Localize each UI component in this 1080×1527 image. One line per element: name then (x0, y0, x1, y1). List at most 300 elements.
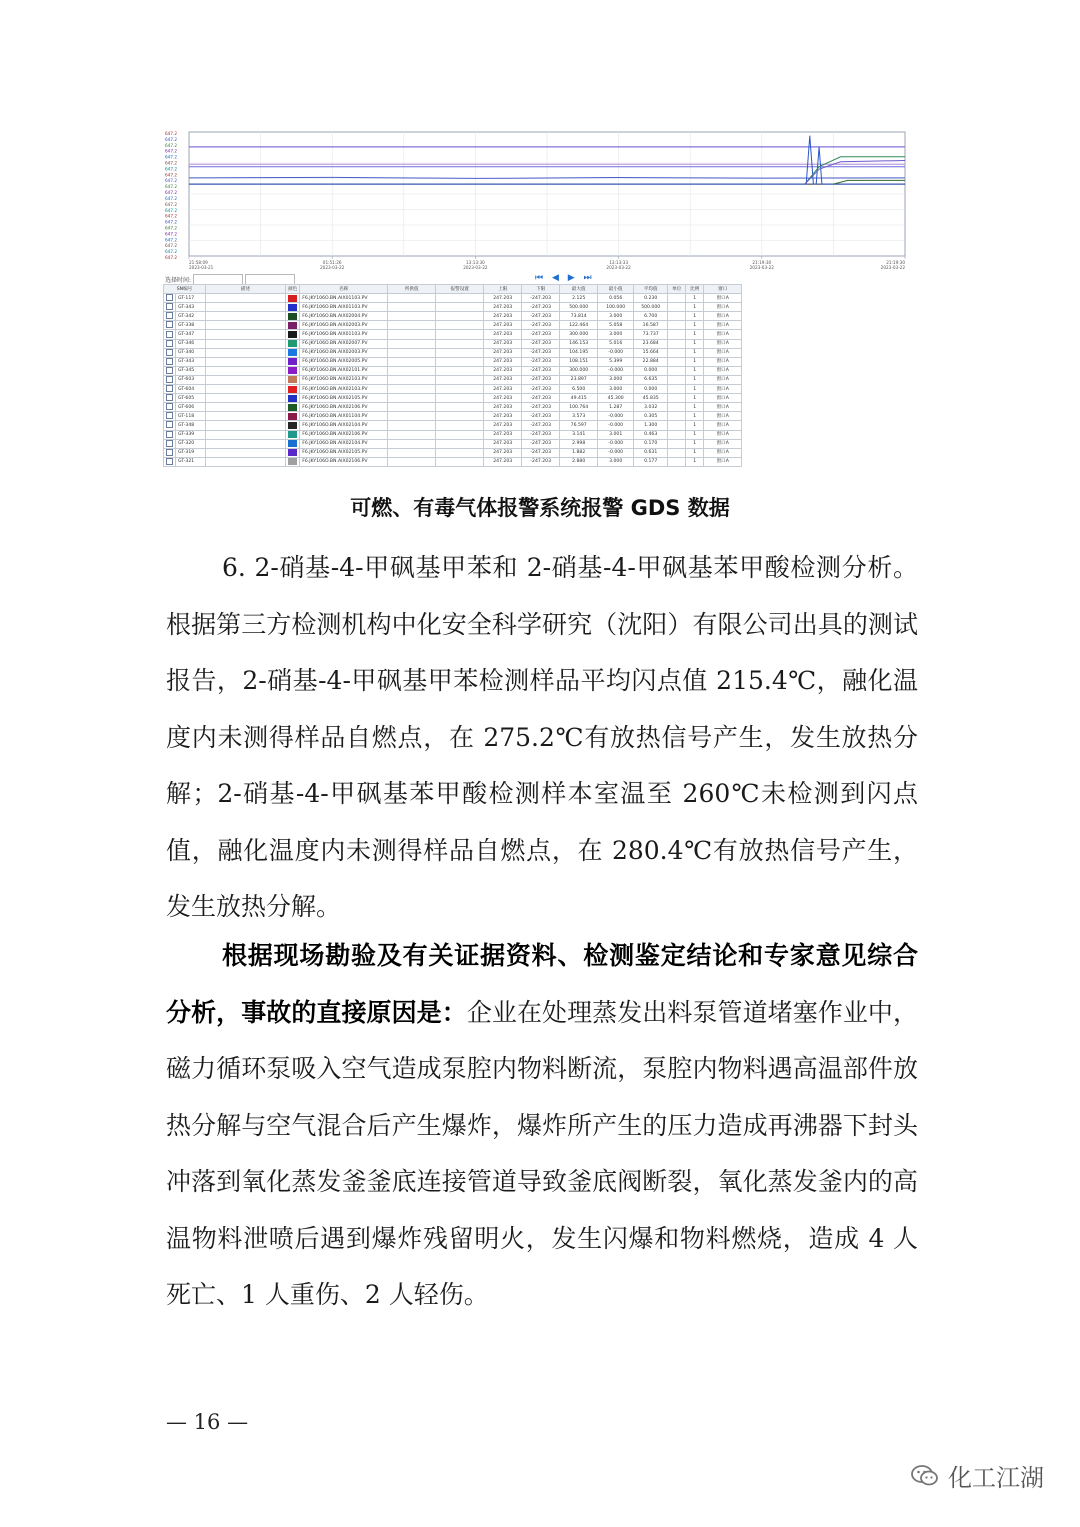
avg-cell: 0.305 (634, 412, 668, 421)
color-swatch-cell (286, 294, 300, 303)
id-cell: GT-605 (176, 394, 206, 403)
row-checkbox[interactable] (166, 358, 173, 365)
win-cell: 窗口A (704, 430, 742, 439)
max-cell: 108.151 (560, 357, 598, 366)
name-cell: F6.JKY106O.BN.AIX02104.PV (300, 421, 388, 430)
val-cell (388, 357, 436, 366)
color-swatch-cell (286, 375, 300, 384)
table-row[interactable] (164, 385, 742, 394)
min-cell: 3.001 (598, 430, 634, 439)
name-cell: F6.JKY106O.BN.AIX02106.PV (300, 430, 388, 439)
row-checkbox[interactable] (166, 394, 173, 401)
min-cell: -0.000 (598, 366, 634, 375)
max-cell: 122.464 (560, 321, 598, 330)
desc-cell (206, 375, 286, 384)
hi-cell: 247.203 (484, 421, 522, 430)
alarm-cell (436, 312, 484, 321)
id-cell: GT-343 (176, 357, 206, 366)
row-checkbox-cell (164, 321, 176, 330)
table-row[interactable] (164, 294, 742, 303)
hi-cell: 247.203 (484, 312, 522, 321)
color-swatch (288, 331, 297, 338)
max-cell: 6.500 (560, 385, 598, 394)
row-checkbox-cell (164, 357, 176, 366)
color-swatch-cell (286, 348, 300, 357)
row-checkbox[interactable] (166, 421, 173, 428)
name-cell: F6.JKY106O.BN.AIX02004.PV (300, 312, 388, 321)
unit-cell (668, 439, 686, 448)
color-swatch (288, 449, 297, 456)
lo-cell: -247.203 (522, 339, 560, 348)
unit-cell (668, 294, 686, 303)
x-tick-label: 13:13:30 (465, 260, 485, 265)
desc-cell (206, 421, 286, 430)
color-swatch-cell (286, 457, 300, 466)
y-tick-label: 647.2 (165, 213, 177, 219)
name-cell: F6.JKY106O.BN.AIX02005.PV (300, 357, 388, 366)
avg-cell: 3.032 (634, 403, 668, 412)
avg-cell: 6.700 (634, 312, 668, 321)
name-cell: F6.JKY106O.BN.AIX02105.PV (300, 448, 388, 457)
id-cell: GT-343 (176, 303, 206, 312)
win-cell: 窗口A (704, 303, 742, 312)
max-cell: 3.573 (560, 412, 598, 421)
val-cell (388, 448, 436, 457)
table-row[interactable] (164, 303, 742, 312)
name-cell: F6.JKY106O.BN.AIX01103.PV (300, 303, 388, 312)
y-tick-label: 647.2 (165, 249, 177, 255)
ratio-cell: 1 (686, 366, 704, 375)
unit-cell (668, 330, 686, 339)
y-tick-label: 647.2 (165, 255, 177, 260)
alarm-cell (436, 430, 484, 439)
avg-cell: 0.463 (634, 430, 668, 439)
table-row[interactable] (164, 457, 742, 466)
row-checkbox-cell (164, 385, 176, 394)
color-swatch-cell (286, 339, 300, 348)
max-cell: 104.195 (560, 348, 598, 357)
desc-cell (206, 457, 286, 466)
alarm-cell (436, 330, 484, 339)
header-cell: 上限 (484, 285, 522, 294)
desc-cell (206, 294, 286, 303)
y-tick-label: 647.2 (165, 142, 177, 148)
header-cell: 名称 (300, 285, 388, 294)
row-checkbox-cell (164, 303, 176, 312)
max-cell: 49.415 (560, 394, 598, 403)
avg-cell: 0.000 (634, 385, 668, 394)
y-tick-label: 647.2 (165, 219, 177, 225)
color-swatch (288, 404, 297, 411)
ratio-cell: 1 (686, 394, 704, 403)
win-cell: 窗口A (704, 366, 742, 375)
y-tick-label: 647.2 (165, 131, 177, 136)
val-cell (388, 294, 436, 303)
ratio-cell: 1 (686, 321, 704, 330)
row-checkbox[interactable] (166, 312, 173, 319)
hi-cell: 247.203 (484, 403, 522, 412)
table-row[interactable] (164, 312, 742, 321)
desc-cell (206, 366, 286, 375)
color-swatch-cell (286, 421, 300, 430)
min-cell: 45.300 (598, 394, 634, 403)
lo-cell: -247.203 (522, 403, 560, 412)
x-tick-label: 2023-03-22 (880, 265, 905, 270)
win-cell: 窗口A (704, 312, 742, 321)
x-tick-label: 01:51:26 (322, 260, 342, 265)
header-cell: 单位 (668, 285, 686, 294)
row-checkbox-cell (164, 339, 176, 348)
hi-cell: 247.203 (484, 412, 522, 421)
row-checkbox[interactable] (166, 449, 173, 456)
id-cell: GT-606 (176, 403, 206, 412)
color-swatch-cell (286, 330, 300, 339)
avg-cell: 22.884 (634, 357, 668, 366)
table-row[interactable] (164, 430, 742, 439)
header-cell: SN编号 (164, 285, 206, 294)
table-row[interactable] (164, 412, 742, 421)
gds-screenshot (163, 128, 923, 473)
y-tick-label: 647.2 (165, 172, 177, 178)
val-cell (388, 385, 436, 394)
min-cell: 1.287 (598, 403, 634, 412)
hi-cell: 247.203 (484, 375, 522, 384)
ratio-cell: 1 (686, 448, 704, 457)
header-cell: 所供值 (388, 285, 436, 294)
val-cell (388, 312, 436, 321)
win-cell: 窗口A (704, 412, 742, 421)
table-row[interactable] (164, 375, 742, 384)
row-checkbox-cell (164, 430, 176, 439)
name-cell: F6.JKY106O.BN.AIX02103.PV (300, 385, 388, 394)
lo-cell: -247.203 (522, 421, 560, 430)
table-row[interactable] (164, 394, 742, 403)
avg-cell: 15.664 (634, 348, 668, 357)
row-checkbox[interactable] (166, 376, 173, 383)
id-cell: GT-346 (176, 339, 206, 348)
color-swatch (288, 386, 297, 393)
win-cell: 窗口A (704, 348, 742, 357)
y-tick-label: 647.2 (165, 166, 177, 172)
unit-cell (668, 421, 686, 430)
max-cell: 100.764 (560, 403, 598, 412)
ratio-cell: 1 (686, 439, 704, 448)
alarm-cell (436, 403, 484, 412)
row-checkbox-cell (164, 312, 176, 321)
row-checkbox[interactable] (166, 440, 173, 447)
table-row[interactable] (164, 339, 742, 348)
row-checkbox[interactable] (166, 403, 173, 410)
avg-cell: 45.835 (634, 394, 668, 403)
name-cell: F6.JKY106O.BN.AIX02103.PV (300, 375, 388, 384)
alarm-cell (436, 294, 484, 303)
row-checkbox[interactable] (166, 367, 173, 374)
min-cell: 3.000 (598, 375, 634, 384)
avg-cell: 6.635 (634, 375, 668, 384)
alarm-cell (436, 321, 484, 330)
header-cell: 平均值 (634, 285, 668, 294)
row-checkbox-cell (164, 375, 176, 384)
ratio-cell: 1 (686, 421, 704, 430)
win-cell: 窗口A (704, 375, 742, 384)
header-cell: 下限 (522, 285, 560, 294)
desc-cell (206, 403, 286, 412)
row-checkbox-cell (164, 366, 176, 375)
val-cell (388, 366, 436, 375)
alarm-cell (436, 357, 484, 366)
lo-cell: -247.203 (522, 321, 560, 330)
color-swatch (288, 313, 297, 320)
x-tick-label: 2023-03-22 (606, 265, 631, 270)
win-cell: 窗口A (704, 294, 742, 303)
desc-cell (206, 303, 286, 312)
min-cell: 5.399 (598, 357, 634, 366)
hi-cell: 247.203 (484, 348, 522, 357)
desc-cell (206, 321, 286, 330)
unit-cell (668, 430, 686, 439)
val-cell (388, 303, 436, 312)
color-swatch (288, 304, 297, 311)
lo-cell: -247.203 (522, 448, 560, 457)
table-row[interactable] (164, 403, 742, 412)
hi-cell: 247.203 (484, 357, 522, 366)
name-cell: F6.JKY106O.BN.AIX01104.PV (300, 412, 388, 421)
avg-cell: 16.587 (634, 321, 668, 330)
desc-cell (206, 312, 286, 321)
header-cell: 描述 (206, 285, 286, 294)
alarm-cell (436, 303, 484, 312)
x-tick-label: 2023-03-22 (320, 265, 345, 270)
desc-cell (206, 385, 286, 394)
min-cell: 3.000 (598, 457, 634, 466)
table-row[interactable] (164, 348, 742, 357)
table-row[interactable] (164, 357, 742, 366)
row-checkbox[interactable] (166, 385, 173, 392)
unit-cell (668, 321, 686, 330)
table-row[interactable] (164, 330, 742, 339)
color-swatch (288, 431, 297, 438)
alarm-cell (436, 348, 484, 357)
row-checkbox[interactable] (166, 412, 173, 419)
playback-nav[interactable]: ⏮ ◀ ▶ ⏭ (535, 273, 595, 283)
id-cell: GT-340 (176, 348, 206, 357)
id-cell: GT-117 (176, 294, 206, 303)
max-cell: 1.882 (560, 448, 598, 457)
desc-cell (206, 357, 286, 366)
min-cell: 5.016 (598, 339, 634, 348)
id-cell: GT-338 (176, 321, 206, 330)
hi-cell: 247.203 (484, 294, 522, 303)
color-swatch (288, 367, 297, 374)
win-cell: 窗口A (704, 330, 742, 339)
table-row[interactable] (164, 448, 742, 457)
min-cell: -0.000 (598, 412, 634, 421)
color-swatch (288, 322, 297, 329)
avg-cell: 500.000 (634, 303, 668, 312)
ratio-cell: 1 (686, 303, 704, 312)
win-cell: 窗口A (704, 394, 742, 403)
color-swatch-cell (286, 385, 300, 394)
hi-cell: 247.203 (484, 394, 522, 403)
row-checkbox[interactable] (166, 340, 173, 347)
header-cell: 报警设置 (436, 285, 484, 294)
ratio-cell: 1 (686, 457, 704, 466)
row-checkbox[interactable] (166, 349, 173, 356)
row-checkbox[interactable] (166, 331, 173, 338)
name-cell: F6.JKY106O.BN.AIX02003.PV (300, 348, 388, 357)
win-cell: 窗口A (704, 339, 742, 348)
color-swatch (288, 422, 297, 429)
lo-cell: -247.203 (522, 366, 560, 375)
color-swatch (288, 440, 297, 447)
win-cell: 窗口A (704, 439, 742, 448)
hi-cell: 247.203 (484, 448, 522, 457)
table-header-row (164, 285, 742, 294)
alarm-cell (436, 339, 484, 348)
win-cell: 窗口A (704, 403, 742, 412)
min-cell: 3.000 (598, 330, 634, 339)
y-tick-label: 647.2 (165, 154, 177, 160)
max-cell: 300.000 (560, 330, 598, 339)
unit-cell (668, 412, 686, 421)
hi-cell: 247.203 (484, 303, 522, 312)
color-swatch-cell (286, 448, 300, 457)
min-cell: -0.000 (598, 439, 634, 448)
min-cell: 0.056 (598, 294, 634, 303)
row-checkbox-cell (164, 439, 176, 448)
max-cell: 2.998 (560, 439, 598, 448)
hi-cell: 247.203 (484, 366, 522, 375)
color-swatch (288, 340, 297, 347)
unit-cell (668, 394, 686, 403)
unit-cell (668, 448, 686, 457)
watermark-text: 化工江湖 (948, 1464, 1044, 1492)
alarm-cell (436, 394, 484, 403)
name-cell: F6.JKY106O.BN.AIX02007.PV (300, 339, 388, 348)
y-tick-label: 647.2 (165, 190, 177, 195)
lo-cell: -247.203 (522, 394, 560, 403)
avg-cell: 0.177 (634, 457, 668, 466)
x-tick-label: 21:19:30 (886, 260, 905, 265)
avg-cell: 0.170 (634, 439, 668, 448)
ratio-cell: 1 (686, 348, 704, 357)
row-checkbox[interactable] (166, 294, 173, 301)
header-cell: 颜色 (286, 285, 300, 294)
row-checkbox-cell (164, 412, 176, 421)
lo-cell: -247.203 (522, 330, 560, 339)
val-cell (388, 412, 436, 421)
figure-caption: 可燃、有毒气体报警系统报警 GDS 数据 (350, 496, 730, 520)
row-checkbox[interactable] (166, 321, 173, 328)
wechat-icon (910, 1463, 940, 1489)
color-swatch-cell (286, 357, 300, 366)
id-cell: GT-603 (176, 375, 206, 384)
min-cell: 100.000 (598, 303, 634, 312)
header-cell: 窗口 (704, 285, 742, 294)
max-cell: 2.125 (560, 294, 598, 303)
ratio-cell: 1 (686, 312, 704, 321)
table-row[interactable] (164, 366, 742, 375)
unit-cell (668, 366, 686, 375)
color-swatch-cell (286, 312, 300, 321)
avg-cell: 0.230 (634, 294, 668, 303)
max-cell: 146.153 (560, 339, 598, 348)
max-cell: 500.000 (560, 303, 598, 312)
val-cell (388, 330, 436, 339)
page-number: — 16 — (166, 1410, 249, 1434)
direct-cause-lead: 根据现场勘验及有关证据资料、检测鉴定结论和专家意见综合分析，事故的直接原因是： (166, 941, 918, 1027)
ratio-cell: 1 (686, 403, 704, 412)
ratio-cell: 1 (686, 339, 704, 348)
color-swatch-cell (286, 403, 300, 412)
win-cell: 窗口A (704, 457, 742, 466)
lo-cell: -247.203 (522, 412, 560, 421)
desc-cell (206, 348, 286, 357)
hi-cell: 247.203 (484, 430, 522, 439)
lo-cell: -247.203 (522, 357, 560, 366)
row-checkbox-cell (164, 394, 176, 403)
name-cell: F6.JKY106O.BN.AIX02101.PV (300, 366, 388, 375)
y-tick-label: 647.2 (165, 201, 177, 207)
lo-cell: -247.203 (522, 348, 560, 357)
header-cell: 最小值 (598, 285, 634, 294)
min-cell: 3.000 (598, 385, 634, 394)
alarm-cell (436, 448, 484, 457)
ratio-cell: 1 (686, 357, 704, 366)
alarm-cell (436, 375, 484, 384)
table-row[interactable] (164, 421, 742, 430)
row-checkbox-cell (164, 457, 176, 466)
min-cell: -0.000 (598, 448, 634, 457)
gds-data-table (163, 284, 742, 467)
x-tick-label: 21:58:09 (189, 260, 208, 265)
alarm-cell (436, 457, 484, 466)
unit-cell (668, 303, 686, 312)
y-tick-label: 647.2 (165, 196, 177, 201)
hi-cell: 247.203 (484, 330, 522, 339)
table-row[interactable] (164, 321, 742, 330)
y-tick-label: 647.2 (165, 237, 177, 243)
id-cell: GT-345 (176, 366, 206, 375)
row-checkbox-cell (164, 330, 176, 339)
win-cell: 窗口A (704, 421, 742, 430)
color-swatch-cell (286, 430, 300, 439)
desc-cell (206, 430, 286, 439)
row-checkbox[interactable] (166, 303, 173, 310)
id-cell: GT-320 (176, 439, 206, 448)
val-cell (388, 403, 436, 412)
min-cell: 3.000 (598, 312, 634, 321)
row-checkbox-cell (164, 448, 176, 457)
ratio-cell: 1 (686, 430, 704, 439)
unit-cell (668, 385, 686, 394)
color-swatch (288, 349, 297, 356)
color-swatch (288, 395, 297, 402)
lo-cell: -247.203 (522, 457, 560, 466)
table-row[interactable] (164, 439, 742, 448)
row-checkbox-cell (164, 403, 176, 412)
ratio-cell: 1 (686, 330, 704, 339)
unit-cell (668, 403, 686, 412)
win-cell: 窗口A (704, 357, 742, 366)
unit-cell (668, 348, 686, 357)
row-checkbox[interactable] (166, 458, 173, 465)
val-cell (388, 394, 436, 403)
row-checkbox[interactable] (166, 431, 173, 438)
y-tick-label: 647.2 (165, 148, 177, 154)
avg-cell: 23.684 (634, 339, 668, 348)
val-cell (388, 375, 436, 384)
